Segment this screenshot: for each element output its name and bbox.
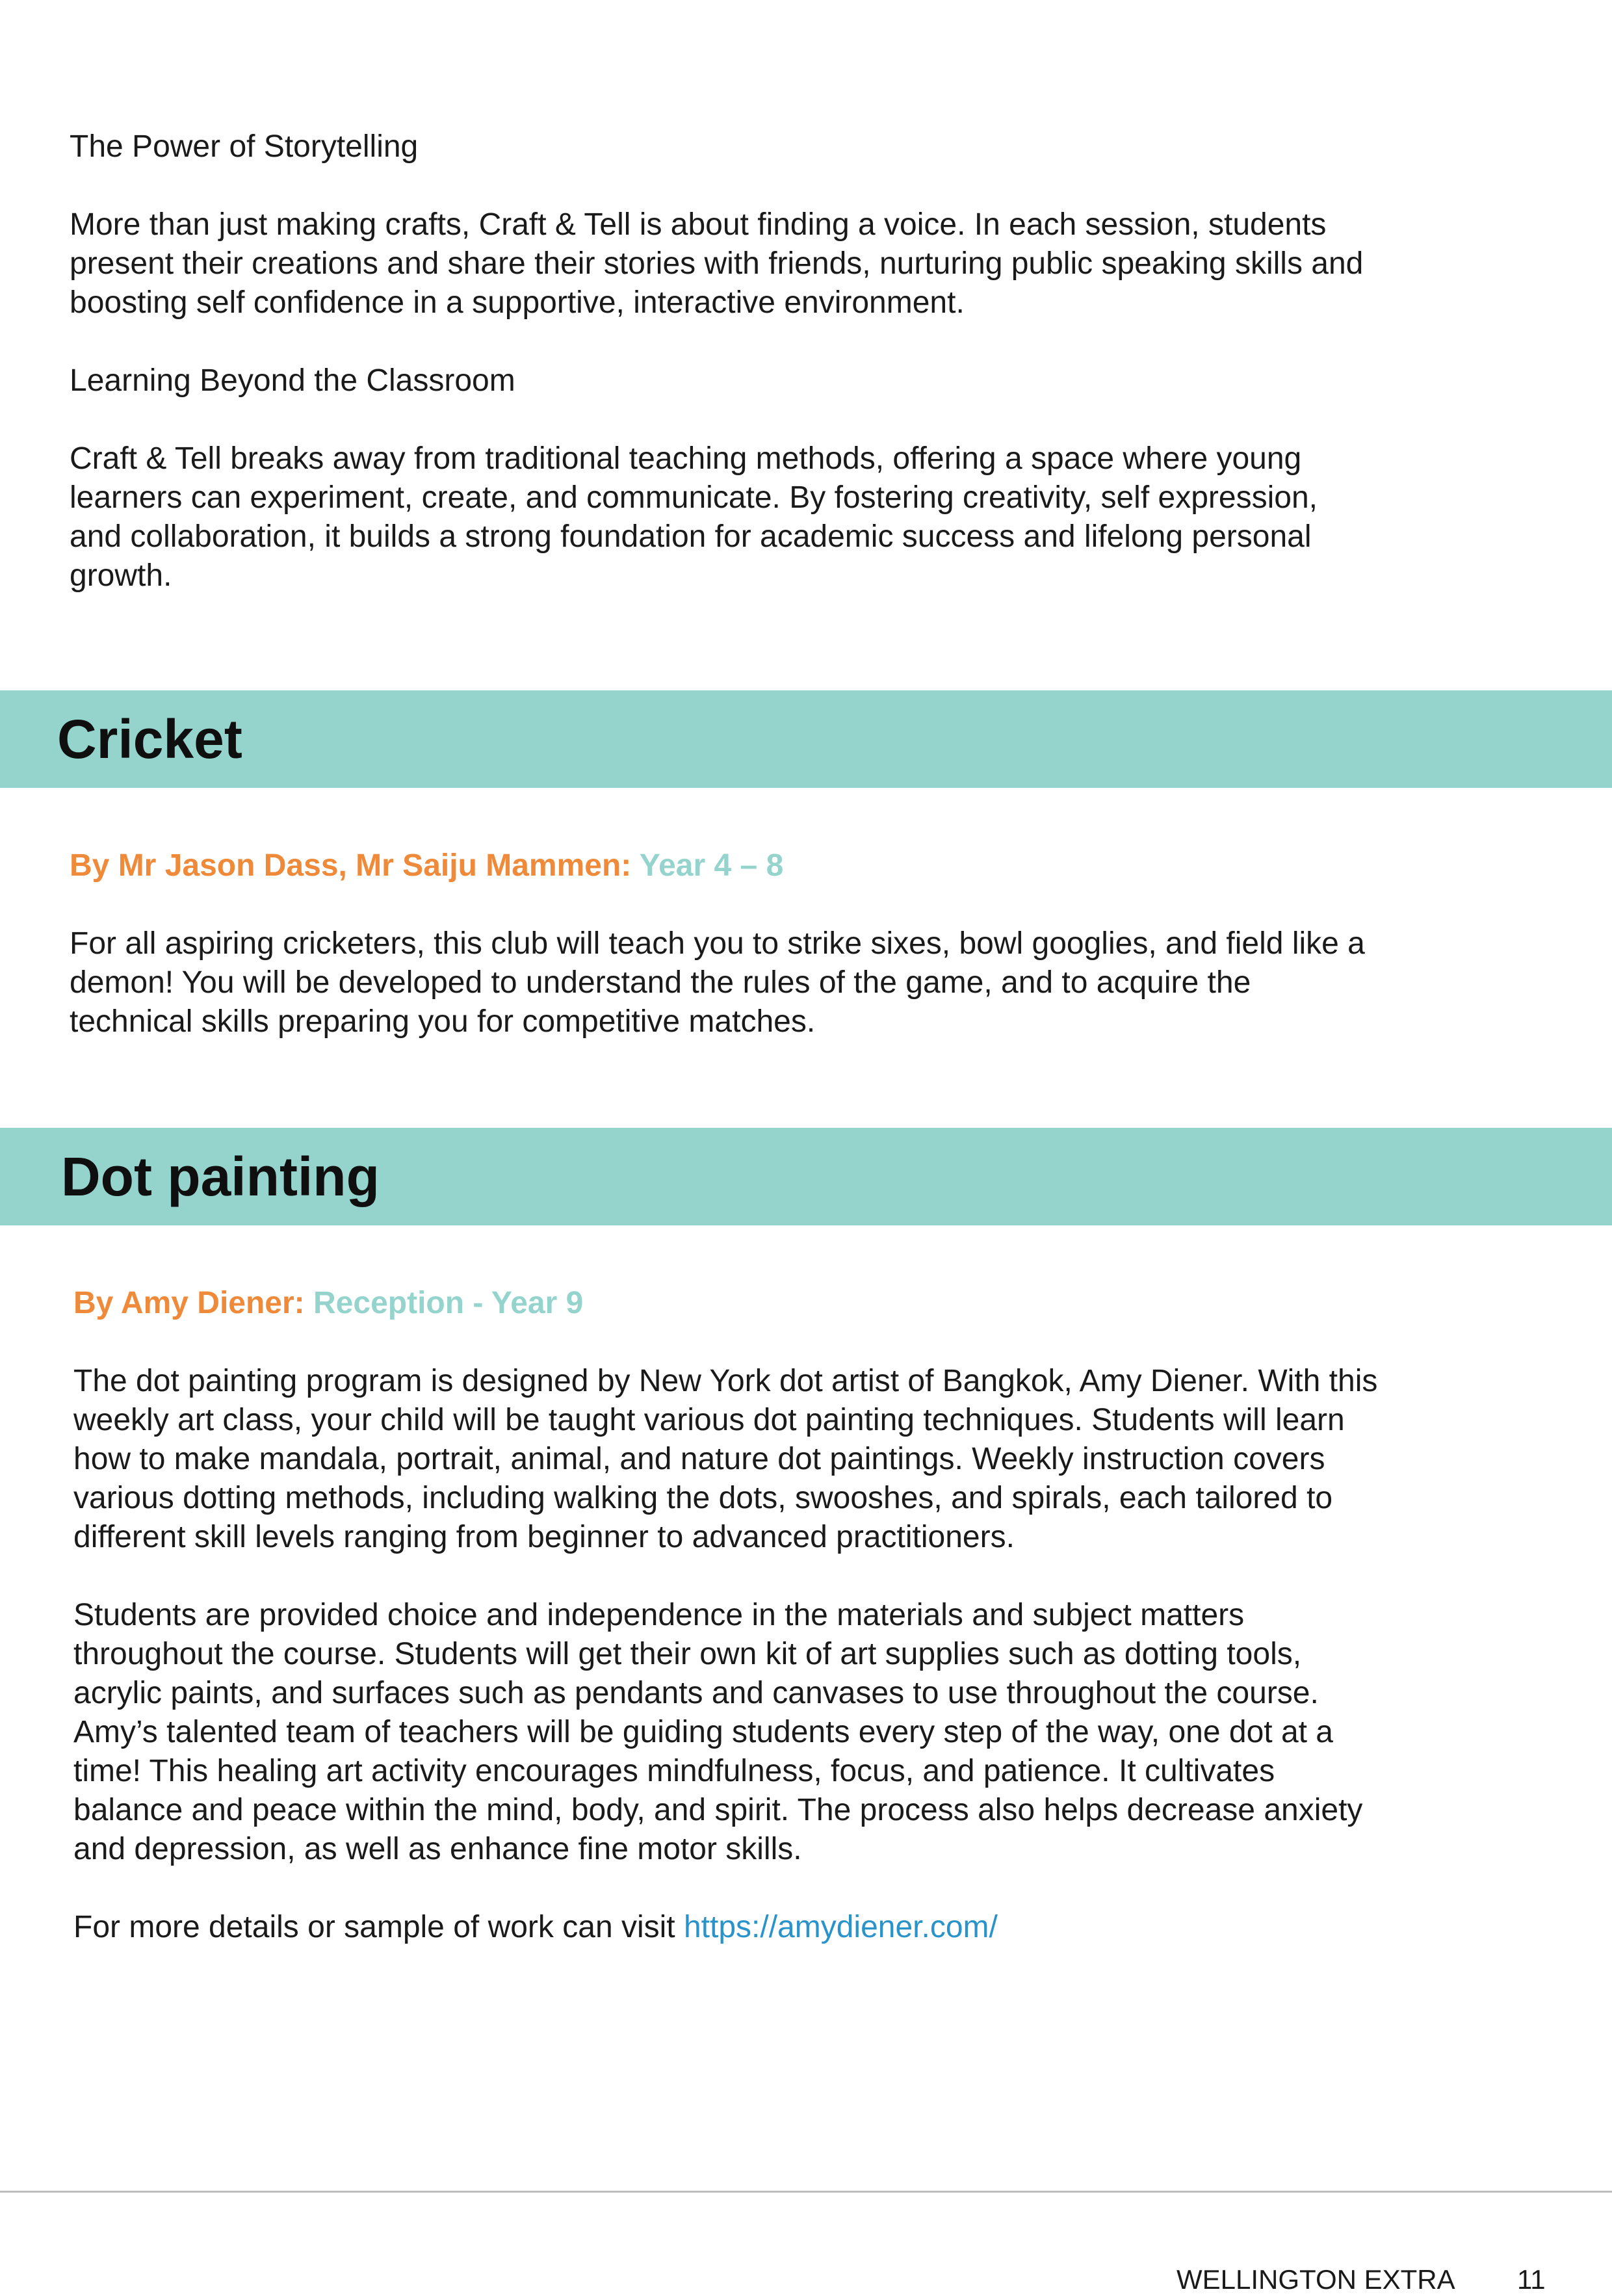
- text-line: various dotting methods, including walking the dots, swooshes, and spirals, each tailored to: [73, 1481, 1333, 1515]
- text-line: The dot painting program is designed by New York dot artist of Bangkok, Amy Diener. With this: [73, 1364, 1378, 1398]
- text-line: technical skills preparing you for competitive matches.: [70, 1004, 816, 1039]
- text-line: More than just making crafts, Craft & Tell is about finding a voice. In each session, students: [70, 207, 1327, 242]
- more-info-text: For more details or sample of work can visit: [73, 1910, 684, 1944]
- dot-painting-more-info: [73, 1908, 998, 1947]
- text-line: Amy’s talented team of teachers will be guiding students every step of the way, one dot at a: [73, 1715, 1333, 1749]
- text-line: Craft & Tell breaks away from traditional teaching methods, offering a space where young: [70, 441, 1302, 476]
- text-line: acrylic paints, and surfaces such as pendants and canvases to use throughout the course.: [73, 1676, 1319, 1710]
- text-line: learners can experiment, create, and communicate. By fostering creativity, self expression,: [70, 480, 1318, 515]
- text-line: and depression, as well as enhance fine motor skills.: [73, 1832, 802, 1866]
- cricket-byline: [70, 846, 783, 885]
- cricket-paragraph: [70, 924, 1365, 1041]
- dot-painting-paragraph-2: [73, 1596, 1362, 1869]
- cricket-year-range: Year 4 – 8: [639, 848, 784, 883]
- text-line: boosting self confidence in a supportive, interactive environment.: [70, 285, 965, 320]
- cricket-title: Cricket: [57, 709, 242, 770]
- text-line: different skill levels ranging from beginner to advanced practitioners.: [73, 1520, 1015, 1554]
- text-line: throughout the course. Students will get their own kit of art supplies such as dotting tools,: [73, 1637, 1302, 1671]
- text-line: demon! You will be developed to understand the rules of the game, and to acquire the: [70, 965, 1251, 1000]
- amy-diener-website-link[interactable]: https://amydiener.com/: [683, 1910, 998, 1944]
- storytelling-heading: The Power of Storytelling: [70, 129, 419, 164]
- text-line: growth.: [70, 558, 172, 593]
- learning-heading: Learning Beyond the Classroom: [70, 363, 515, 398]
- storytelling-paragraph: [70, 205, 1363, 322]
- dot-painting-year-range: Reception - Year 9: [313, 1286, 584, 1320]
- dot-painting-teacher: By Amy Diener:: [73, 1286, 305, 1320]
- text-line: balance and peace within the mind, body, and spirit. The process also helps decrease anxiety: [73, 1793, 1363, 1827]
- text-line: Students are provided choice and independence in the materials and subject matters: [73, 1598, 1245, 1632]
- dot-painting-title: Dot painting: [61, 1146, 380, 1207]
- cricket-teachers: By Mr Jason Dass, Mr Saiju Mammen:: [70, 848, 632, 883]
- footer-publication: WELLINGTON EXTRA: [1176, 2264, 1455, 2295]
- text-line: time! This healing art activity encourages mindfulness, focus, and patience. It cultivates: [73, 1754, 1275, 1788]
- dot-painting-paragraph-1: [73, 1362, 1377, 1557]
- text-line: present their creations and share their stories with friends, nurturing public speaking skills and: [70, 246, 1364, 281]
- footer-divider: [0, 2191, 1612, 2193]
- dot-painting-byline: [73, 1284, 583, 1323]
- learning-paragraph: [70, 439, 1318, 595]
- text-line: how to make mandala, portrait, animal, and nature dot paintings. Weekly instruction covers: [73, 1442, 1325, 1476]
- text-line: and collaboration, it builds a strong foundation for academic success and lifelong personal: [70, 519, 1312, 554]
- text-line: For all aspiring cricketers, this club will teach you to strike sixes, bowl googlies, and field like a: [70, 926, 1365, 961]
- footer-page-number: 11: [1517, 2264, 1546, 2295]
- text-line: weekly art class, your child will be taught various dot painting techniques. Students will learn: [73, 1403, 1345, 1437]
